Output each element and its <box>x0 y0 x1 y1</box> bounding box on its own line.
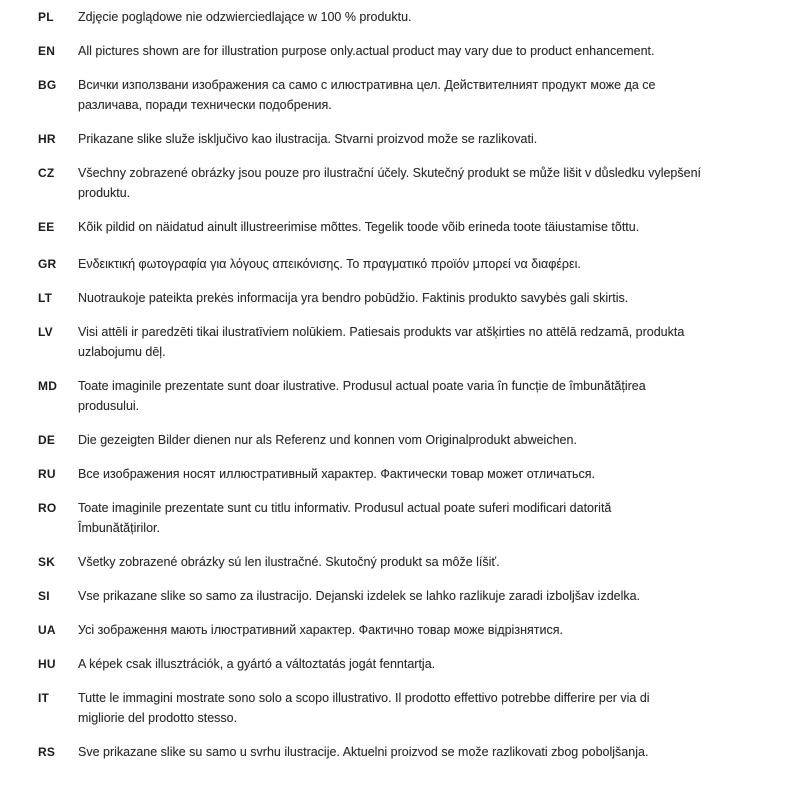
language-code-label: BG <box>38 78 57 92</box>
disclaimer-row <box>38 430 790 450</box>
language-code-label: RO <box>38 501 57 515</box>
language-code-label: PL <box>38 10 54 24</box>
disclaimer-text-line: Vse prikazane slike so samo za ilustracijo. Dejanski izdelek se lahko razlikuje zaradi izboljšav izdelka. <box>78 589 641 603</box>
disclaimer-text <box>78 322 684 362</box>
disclaimer-text <box>78 430 577 450</box>
disclaimer-row <box>38 254 790 274</box>
disclaimer-text <box>78 654 435 674</box>
disclaimer-text-line: Všechny zobrazené obrázky jsou pouze pro ilustrační účely. Skutečný produkt se může lišit v důsledku vylepšení <box>78 166 702 180</box>
language-code-label: SK <box>38 555 56 569</box>
language-code-label: DE <box>38 433 56 447</box>
disclaimer-text <box>78 163 701 203</box>
disclaimer-text <box>78 41 654 61</box>
disclaimer-row <box>38 217 790 237</box>
disclaimer-text-line: Visi attēli ir paredzēti tikai ilustratīviem nolūkiem. Patiesais produkts var atšķirties no attēlā redzamā, produkta <box>78 325 685 339</box>
disclaimer-text-line: Ενδεικτική φωτογραφία για λόγους απεικόνισης. Το πραγματικό προϊόν μπορεί να διαφέρει. <box>78 257 581 271</box>
disclaimer-text <box>78 688 650 728</box>
language-code-label: EE <box>38 220 55 234</box>
disclaimer-text-line: Усі зображення мають ілюстративний характер. Фактично товар може відрізнятися. <box>78 623 563 637</box>
disclaimer-row <box>38 586 790 606</box>
disclaimer-text <box>78 217 639 237</box>
disclaimer-text <box>78 586 640 606</box>
language-code-label: EN <box>38 44 56 58</box>
disclaimer-row <box>38 7 790 27</box>
disclaimer-text-line: Îmbunătățirilor. <box>78 521 160 535</box>
language-code-label: CZ <box>38 166 55 180</box>
disclaimer-text-line: uzlabojumu dēļ. <box>78 345 166 359</box>
disclaimer-text-line: Toate imaginile prezentate sunt doar ilustrative. Produsul actual poate varia în funcție de îmbunătățirea <box>78 379 646 393</box>
disclaimer-text <box>78 254 581 274</box>
disclaimer-text <box>78 288 628 308</box>
language-code-label: SI <box>38 589 50 603</box>
disclaimer-text-line: produsului. <box>78 399 140 413</box>
disclaimer-text-line: Nuotraukoje pateikta prekės informacija yra bendro pobūdžio. Faktinis produkto savybės gali skirtis. <box>78 291 629 305</box>
disclaimer-text-line: Kõik pildid on näidatud ainult illustreerimise mõttes. Tegelik toode võib erineda toote täiustamise tõttu. <box>78 220 640 234</box>
disclaimer-row <box>38 376 790 416</box>
disclaimer-text-line: различава, поради технически подобрения. <box>78 98 332 112</box>
language-code-label: MD <box>38 379 58 393</box>
disclaimer-row <box>38 464 790 484</box>
disclaimer-text-line: Sve prikazane slike su samo u svrhu ilustracije. Aktuelni proizvod se može razlikovati zbog poboljšanja. <box>78 745 649 759</box>
disclaimer-text <box>78 129 537 149</box>
disclaimer-text-line: A képek csak illusztrációk, a gyártó a változtatás jogát fenntartja. <box>78 657 436 671</box>
language-code-label: GR <box>38 257 57 271</box>
disclaimer-row <box>38 654 790 674</box>
language-code-label: RS <box>38 745 56 759</box>
disclaimer-text-line: Die gezeigten Bilder dienen nur als Referenz und konnen vom Originalprodukt abweichen. <box>78 433 577 447</box>
disclaimer-row <box>38 552 790 572</box>
disclaimer-row <box>38 742 790 762</box>
disclaimer-text <box>78 75 656 115</box>
disclaimer-text <box>78 7 412 27</box>
disclaimer-row <box>38 75 790 115</box>
disclaimer-rows <box>38 7 790 762</box>
language-code-label: LV <box>38 325 53 339</box>
disclaimer-text-line: Toate imaginile prezentate sunt cu titlu informativ. Produsul actual poate suferi modificari datorită <box>78 501 612 515</box>
language-code-label: HU <box>38 657 56 671</box>
disclaimer-row <box>38 620 790 640</box>
disclaimer-text-line: Prikazane slike služe isključivo kao ilustracija. Stvarni proizvod može se razlikovati. <box>78 132 538 146</box>
disclaimer-text-line: Zdjęcie poglądowe nie odzwierciedlające w 100 % produktu. <box>78 10 412 24</box>
disclaimer-row <box>38 322 790 362</box>
disclaimer-text-line: Všetky zobrazené obrázky sú len ilustračné. Skutočný produkt sa môže líšiť. <box>78 555 500 569</box>
disclaimer-row <box>38 498 790 538</box>
language-code-label: RU <box>38 467 56 481</box>
language-code-label: HR <box>38 132 56 146</box>
disclaimer-row <box>38 163 790 203</box>
disclaimer-text-line: produktu. <box>78 186 131 200</box>
disclaimer-text-line: Все изображения носят иллюстративный характер. Фактически товар может отличаться. <box>78 467 596 481</box>
disclaimer-row <box>38 688 790 728</box>
language-code-label: LT <box>38 291 53 305</box>
disclaimer-row <box>38 41 790 61</box>
disclaimer-text <box>78 498 611 538</box>
disclaimer-text-line: Tutte le immagini mostrate sono solo a scopo illustrativo. Il prodotto effettivo potrebbe differire per via di <box>78 691 650 705</box>
disclaimer-row <box>38 288 790 308</box>
disclaimer-text-line: All pictures shown are for illustration purpose only.actual product may vary due to product enhancement. <box>78 44 655 58</box>
disclaimer-text <box>78 742 648 762</box>
disclaimer-text <box>78 552 500 572</box>
disclaimer-row <box>38 129 790 149</box>
disclaimer-text-line: migliorie del prodotto stesso. <box>78 711 238 725</box>
disclaimer-text <box>78 464 595 484</box>
disclaimer-text-line: Всички използвани изображения са само с илюстративна цел. Действителният продукт може да се <box>78 78 656 92</box>
disclaimer-text <box>78 620 563 640</box>
disclaimer-text <box>78 376 646 416</box>
language-code-label: UA <box>38 623 56 637</box>
language-code-label: IT <box>38 691 50 705</box>
